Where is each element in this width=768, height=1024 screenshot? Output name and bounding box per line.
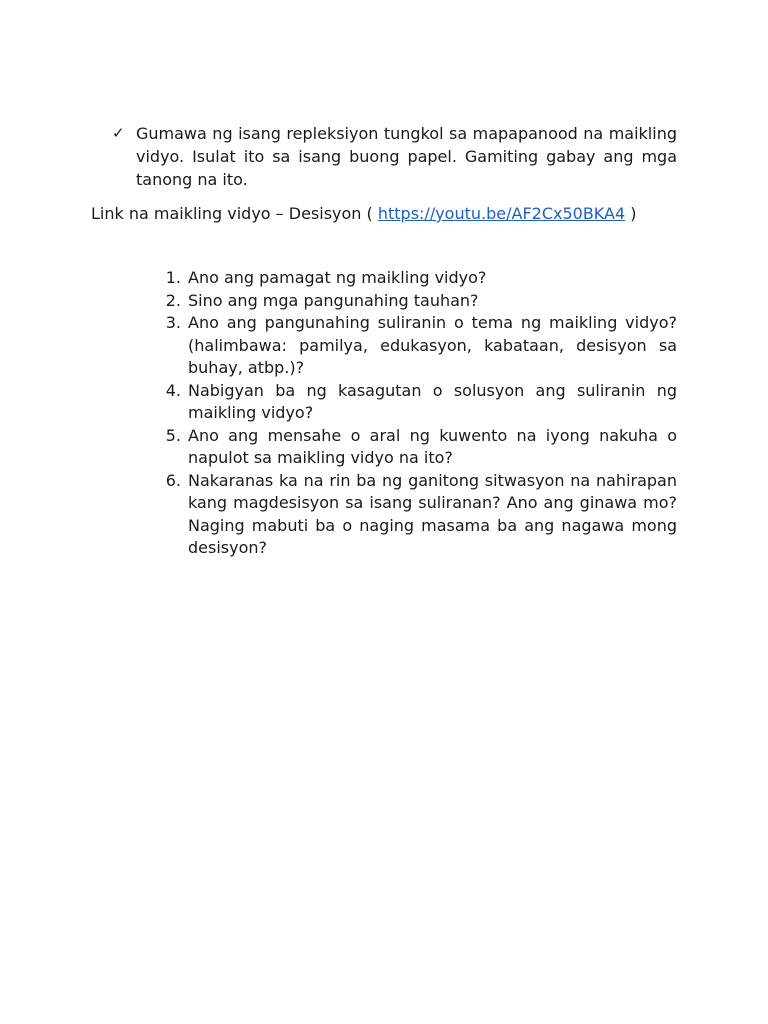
list-item bbox=[150, 380, 677, 425]
question-number: 1. bbox=[165, 268, 181, 287]
youtube-link[interactable]: https://youtu.be/AF2Cx50BKA4 bbox=[377, 204, 626, 223]
list-item bbox=[150, 470, 677, 560]
question-text: Nabigyan ba ng kasagutan o solusyon ang suliranin ng maikling vidyo? bbox=[188, 380, 677, 422]
question-text: Ano ang pangunahing suliranin o tema ng maikling vidyo? (halimbawa: pamilya, edukasyon, kabataan, desisyon sa buhay, atbp.)? bbox=[188, 313, 677, 377]
question-number: 3. bbox=[165, 313, 181, 332]
question-number: 4. bbox=[165, 380, 181, 400]
list-item bbox=[150, 267, 677, 290]
instruction-item bbox=[112, 122, 677, 191]
question-number: 5. bbox=[165, 425, 181, 445]
question-text: Ano ang mensahe o aral ng kuwento na iyong nakuha o napulot sa maikling vidyo na ito? bbox=[188, 425, 677, 467]
video-link-line bbox=[91, 202, 691, 225]
link-suffix: ) bbox=[625, 204, 637, 223]
checkmark-icon: ✓ bbox=[112, 124, 125, 142]
list-item bbox=[150, 312, 677, 380]
question-number: 6. bbox=[165, 470, 181, 490]
question-number: 2. bbox=[165, 290, 181, 310]
instruction-text: Gumawa ng isang repleksiyon tungkol sa mapapanood na maikling vidyo. Isulat ito sa isang buong papel. Gamiting gabay ang mga tanong na ito. bbox=[136, 124, 677, 189]
question-text: Sino ang mga pangunahing tauhan? bbox=[188, 290, 479, 310]
question-text: Nakaranas ka na rin ba ng ganitong sitwasyon na nahirapan kang magdesisyon sa isang suliranan? Ano ang ginawa mo? Naging mabuti ba o naging masama ba ang nagawa mong desisyon? bbox=[188, 470, 677, 557]
list-item bbox=[150, 290, 677, 313]
question-list bbox=[150, 267, 677, 560]
link-prefix: Link na maikling vidyo – Desisyon ( bbox=[91, 204, 378, 223]
question-text: Ano ang pamagat ng maikling vidyo? bbox=[188, 268, 487, 287]
list-item bbox=[150, 425, 677, 470]
